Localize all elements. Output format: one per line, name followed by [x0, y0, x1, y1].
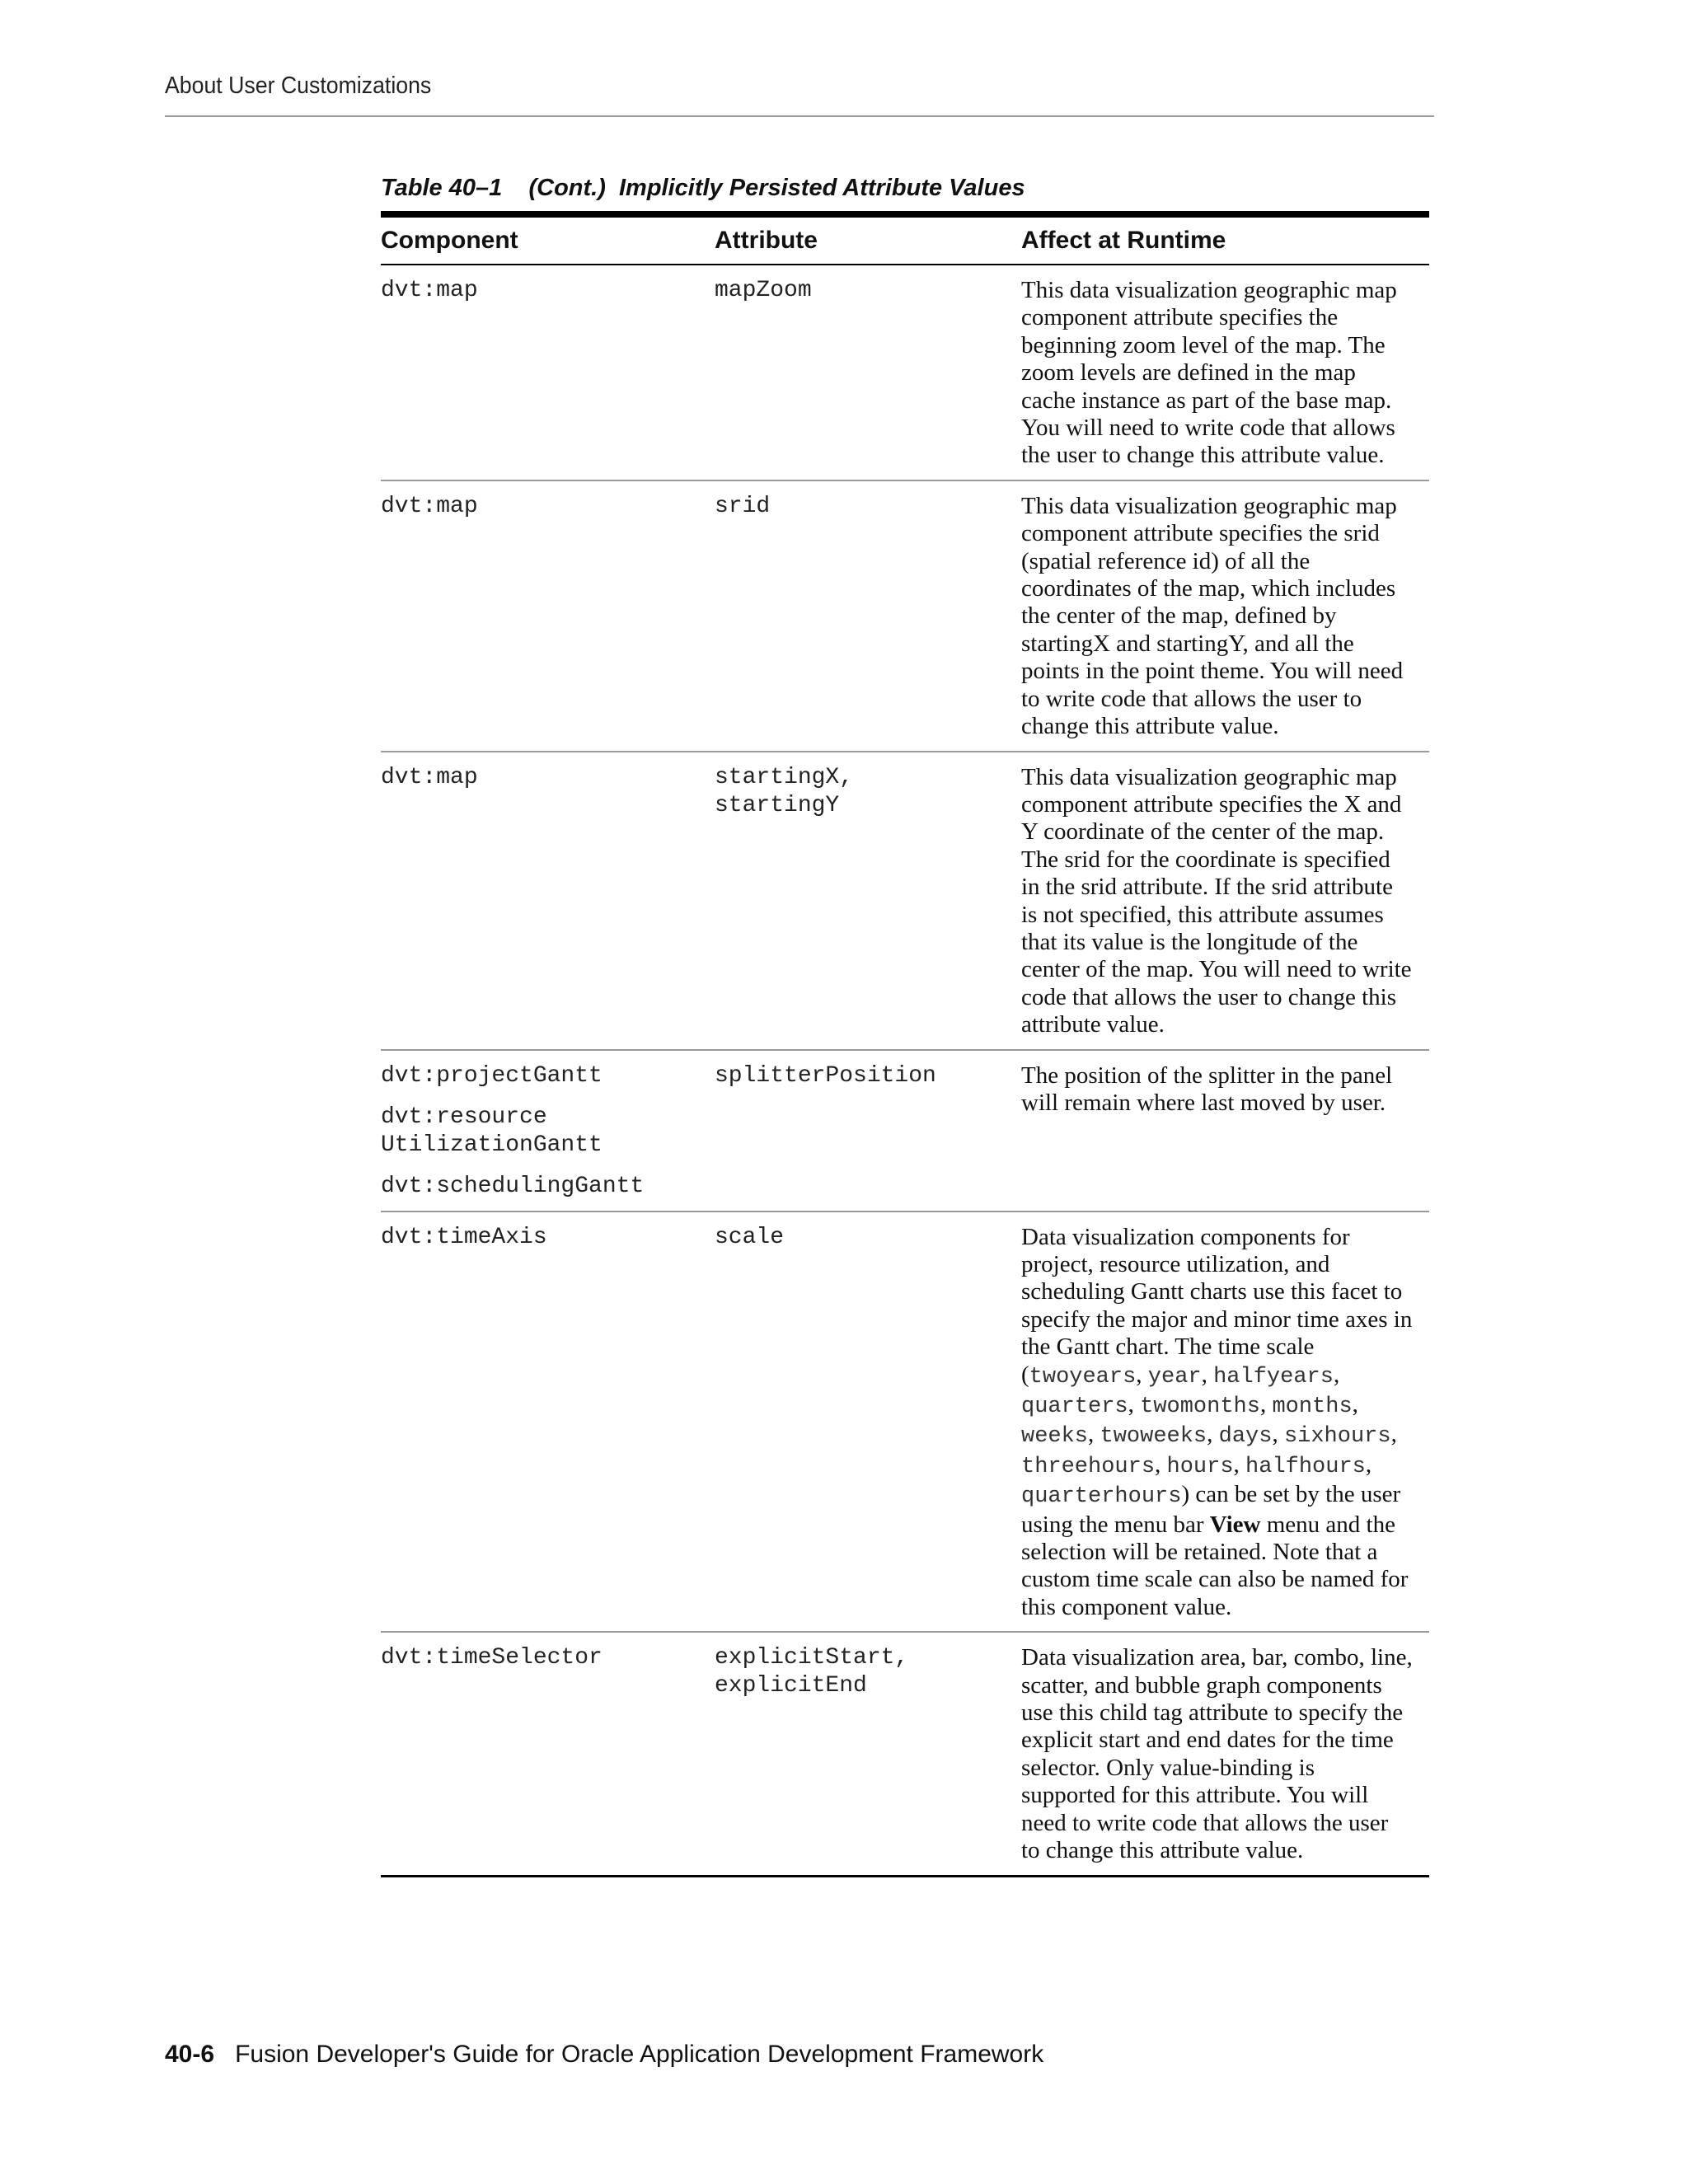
- view-menu-name: View: [1209, 1511, 1261, 1538]
- attribute-name: explicitStart,: [715, 1645, 909, 1671]
- attribute-cell: [715, 1050, 1021, 1212]
- scale-value: quarters: [1021, 1394, 1128, 1419]
- table-header-row: [381, 214, 1429, 265]
- page-number: 40-6: [165, 2041, 215, 2068]
- table-row: [381, 1212, 1429, 1633]
- attribute-table: [381, 211, 1429, 1877]
- scale-value: hours: [1166, 1454, 1234, 1479]
- attribute-cell: [715, 265, 1021, 480]
- table-row: [381, 265, 1429, 480]
- component-cell: [381, 1212, 715, 1633]
- affect-cell: This data visualization geographic map component attribute specifies the beginning zoom level of the map. The zoom levels are defined in the map cache instance as part of the base map. You will need to write code that allows the user to change this attribute value.: [1021, 265, 1429, 480]
- component-name: dvt:timeAxis: [381, 1224, 547, 1250]
- affect-cell: This data visualization geographic map component attribute specifies the X and Y coordinate of the center of the map. The srid for the coordinate is specified in the srid attribute. If the srid attribute is not specified, this attribute assumes that its value is the longitude of the center of the map. You will need to write code that allows the user to change this attribute value.: [1021, 752, 1429, 1050]
- component-cell: [381, 265, 715, 480]
- affect-intro: Data visualization components for project, resource utilization, and scheduling Gantt charts use this facet to specify the major and minor time axes in the Gantt chart. The time scale (: [1021, 1223, 1413, 1388]
- table-title: Table 40–1 (Cont.) Implicitly Persisted Attribute Values: [381, 175, 1025, 201]
- scale-value: threehours: [1021, 1454, 1156, 1479]
- affect-cell: Data visualization components for project, resource utilization, and scheduling Gantt charts use this facet to specify the major and minor time axes in the Gantt chart. The time scale (twoyears, year, halfyears, quarters, twomonths, months, weeks, twoweeks, days, sixhours, threehours, hours, halfhours, quarterhours) can be set by the user using the menu bar View menu and the selection will be retained. Note that a custom time scale can also be named for this component value.: [1021, 1212, 1429, 1633]
- scale-value: sixhours: [1283, 1424, 1391, 1450]
- affect-cell: Data visualization area, bar, combo, line, scatter, and bubble graph components use this child tag attribute to specify the explicit start and end dates for the time selector. Only value-binding is supported for this attribute. You will need to write code that allows the user to change this attribute value.: [1021, 1632, 1429, 1876]
- attribute-cell: [715, 1632, 1021, 1876]
- component-name: dvt:schedulingGantt: [381, 1173, 645, 1199]
- component-name: dvt:projectGantt: [381, 1062, 603, 1089]
- table-row: [381, 1050, 1429, 1212]
- attribute-cell: [715, 752, 1021, 1050]
- scale-value: twoyears: [1029, 1364, 1137, 1390]
- attribute-name: explicitEnd: [715, 1673, 867, 1699]
- scale-value: year: [1147, 1364, 1202, 1390]
- attribute-name: scale: [715, 1224, 785, 1250]
- component-cell: [381, 752, 715, 1050]
- component-name: dvt:map: [381, 493, 478, 519]
- scale-value: quarterhours: [1021, 1484, 1182, 1510]
- attribute-name: startingY: [715, 792, 840, 818]
- header-divider: [165, 115, 1434, 117]
- component-cell: [381, 1632, 715, 1876]
- scale-value: halfyears: [1213, 1364, 1334, 1390]
- scale-value: twoweeks: [1100, 1424, 1207, 1450]
- column-header-component: Component: [381, 214, 715, 265]
- table-row: [381, 1632, 1429, 1876]
- table-row: [381, 480, 1429, 752]
- affect-middle: ) can be set by the user using the menu bar: [1021, 1481, 1401, 1538]
- table-row: [381, 752, 1429, 1050]
- component-cell: [381, 1050, 715, 1212]
- running-header: About User Customizations: [165, 73, 432, 99]
- attribute-name: mapZoom: [715, 278, 812, 303]
- component-name: dvt:timeSelector: [381, 1645, 603, 1671]
- component-cell: [381, 480, 715, 752]
- column-header-affect: Affect at Runtime: [1021, 214, 1429, 265]
- component-name: dvt:resource UtilizationGantt: [381, 1104, 603, 1158]
- scale-value: halfhours: [1245, 1454, 1366, 1479]
- attribute-table-container: [381, 211, 1429, 1877]
- book-title: Fusion Developer's Guide for Oracle Application Development Framework: [235, 2041, 1044, 2068]
- scale-value: days: [1218, 1424, 1273, 1450]
- column-header-attribute: Attribute: [715, 214, 1021, 265]
- component-name: dvt:map: [381, 764, 478, 790]
- attribute-name: startingX,: [715, 764, 854, 790]
- component-name: dvt:map: [381, 278, 478, 303]
- attribute-name: splitterPosition: [715, 1062, 936, 1089]
- attribute-name: srid: [715, 493, 771, 519]
- attribute-cell: [715, 480, 1021, 752]
- page-footer: [165, 2041, 1043, 2069]
- affect-cell: This data visualization geographic map component attribute specifies the srid (spatial reference id) of all the coordinates of the map, which includes the center of the map, defined by startingX and startingY, and all the points in the point theme. You will need to write code that allows the user to change this attribute value.: [1021, 480, 1429, 752]
- affect-outro: menu and the selection will be retained. Note that a custom time scale can also be named for this component value.: [1021, 1511, 1409, 1620]
- affect-cell: The position of the splitter in the panel will remain where last moved by user.: [1021, 1050, 1429, 1212]
- scale-value: weeks: [1021, 1424, 1089, 1450]
- scale-value: months: [1272, 1394, 1353, 1419]
- attribute-cell: [715, 1212, 1021, 1633]
- scale-value: twomonths: [1140, 1394, 1260, 1419]
